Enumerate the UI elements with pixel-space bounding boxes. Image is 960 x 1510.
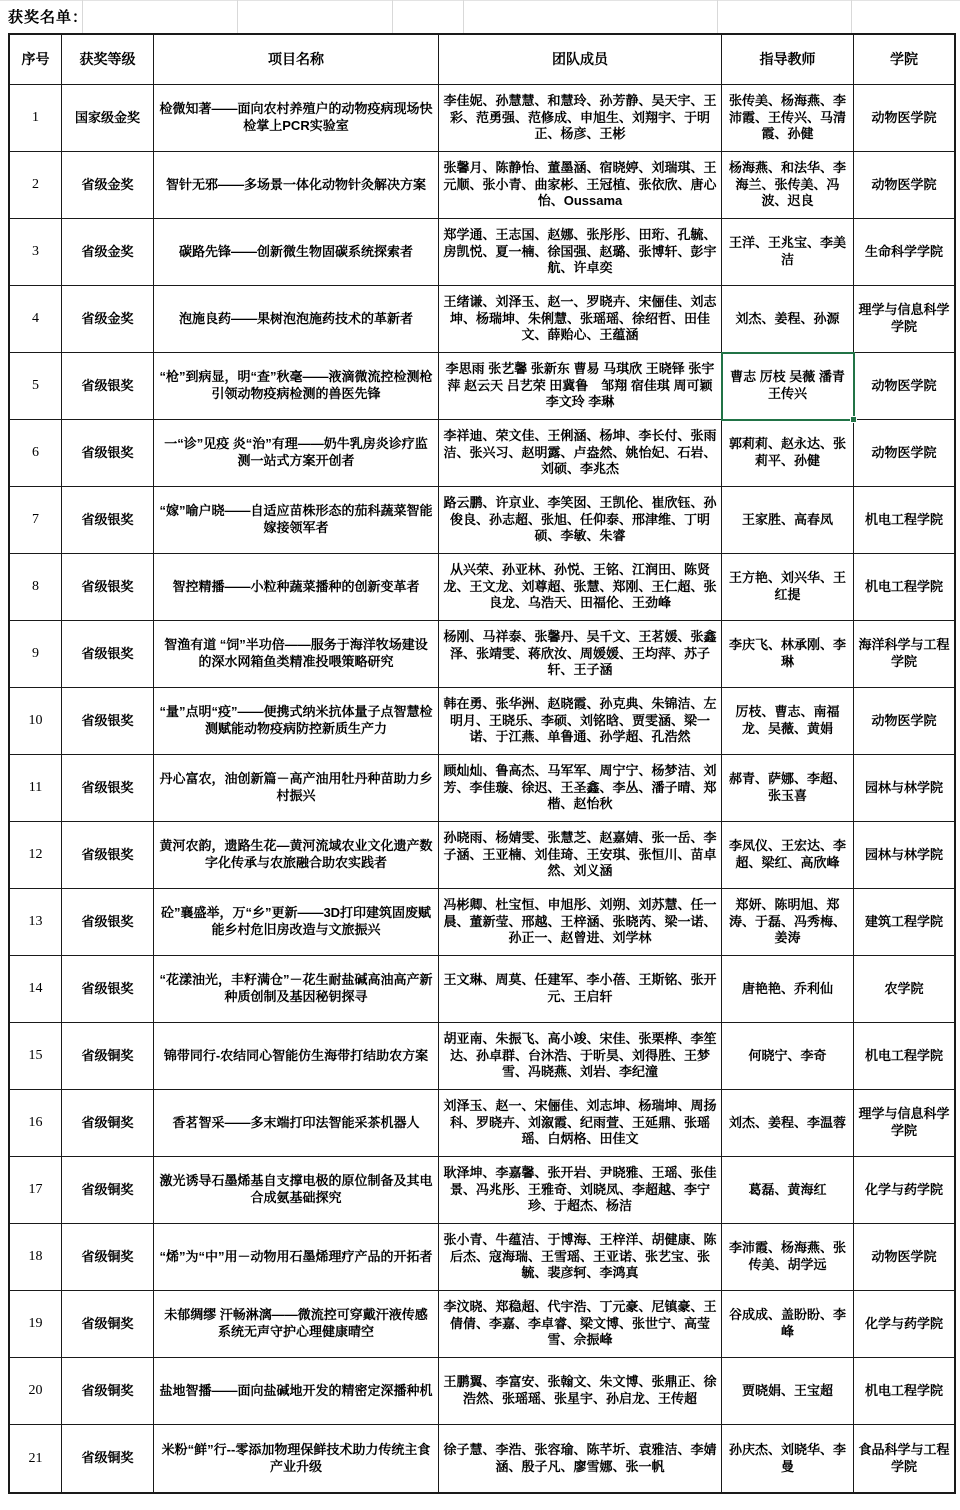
cell-award-level[interactable]: 省级银奖 <box>62 420 154 487</box>
cell-advisors[interactable]: 李沛霞、杨海燕、张传美、胡学远 <box>722 1224 854 1291</box>
cell-advisors[interactable]: 何晓宁、李奇 <box>722 1023 854 1090</box>
cell-college[interactable]: 机电工程学院 <box>854 554 954 621</box>
column-header-project[interactable]: 项目名称 <box>154 35 439 85</box>
cell-project-name[interactable]: 未郁绸缪 汗畅淋漓——微流控可穿戴汗液传感系统无声守护心理健康晴空 <box>154 1291 439 1358</box>
cell-serial-number[interactable]: 14 <box>10 956 62 1023</box>
cell-college[interactable]: 海洋科学与工程学院 <box>854 621 954 688</box>
cell-serial-number[interactable]: 8 <box>10 554 62 621</box>
cell-serial-number[interactable]: 2 <box>10 152 62 219</box>
cell-advisors[interactable]: 王家胜、高春凤 <box>722 487 854 554</box>
cell-serial-number[interactable]: 6 <box>10 420 62 487</box>
column-header-advisors[interactable]: 指导教师 <box>722 35 854 85</box>
cell-project-name[interactable]: “枪”到病显，明“查”秋毫——液滴微流控检测枪引领动物疫病检测的兽医先锋 <box>154 353 439 420</box>
sheet-gridline <box>463 0 464 33</box>
table-row <box>10 755 954 822</box>
cell-project-name[interactable]: “花漾油光，丰籽满仓”－花生耐盐碱高油高产新种质创制及基因秘钥探寻 <box>154 956 439 1023</box>
cell-team-members[interactable]: 路云鹏、许京业、李笑囡、王凯伦、崔欣钰、孙俊良、孙志超、张旭、任仰泰、邢津维、丁明硕、李敏、朱睿 <box>439 487 722 554</box>
cell-award-level[interactable]: 省级银奖 <box>62 554 154 621</box>
table-row <box>10 1224 954 1291</box>
cell-advisors[interactable]: 王方艳、刘兴华、王红提 <box>722 554 854 621</box>
table-row <box>10 1157 954 1224</box>
cell-college[interactable]: 理学与信息科学学院 <box>854 1090 954 1157</box>
cell-award-level[interactable]: 省级金奖 <box>62 219 154 286</box>
cell-project-name[interactable]: 智渔有道 “饲”半功倍——服务于海洋牧场建设的深水网箱鱼类精准投喂策略研究 <box>154 621 439 688</box>
cell-team-members[interactable]: 杨刚、马祥泰、张馨丹、吴千文、王茗媛、张鑫泽、张靖雯、蒋欣汝、周媛媛、王均萍、苏子轩、王子涵 <box>439 621 722 688</box>
cell-advisors[interactable]: 王洋、王兆宝、李美洁 <box>722 219 854 286</box>
cell-college[interactable]: 食品科学与工程学院 <box>858 1441 950 1474</box>
cell-college[interactable]: 机电工程学院 <box>854 1358 954 1425</box>
cell-college[interactable]: 动物医学院 <box>854 688 954 755</box>
cell-team-members[interactable]: 孙晓雨、杨婧雯、张慧芝、赵嘉婧、张一岳、李子涵、王亚楠、刘佳琦、王安琪、张恒川、苗卓然、刘义涵 <box>439 822 722 889</box>
table-body <box>10 85 954 1492</box>
cell-project-name[interactable]: 一“诊”见疫 炎“治”有理——奶牛乳房炎诊疗监测一站式方案开创者 <box>154 420 439 487</box>
cell-advisors[interactable]: 刘杰、姜程、李温蓉 <box>722 1090 854 1157</box>
cell-serial-number[interactable]: 17 <box>10 1157 62 1224</box>
cell-advisors[interactable]: 李庆飞、林承刚、李琳 <box>722 621 854 688</box>
cell-college[interactable]: 生命科学学院 <box>854 219 954 286</box>
cell-serial-number[interactable]: 13 <box>10 889 62 956</box>
awards-table <box>8 33 956 1494</box>
cell-advisors[interactable]: 葛磊、黄海红 <box>722 1157 854 1224</box>
cell-project-name[interactable]: 激光诱导石墨烯基自支撑电极的原位制备及其电合成氨基础探究 <box>154 1157 439 1224</box>
sheet-gridline <box>392 0 393 33</box>
cell-serial-number[interactable]: 7 <box>10 487 62 554</box>
cell-advisors[interactable]: 李凤仪、王宏达、李超、梁红、高欣峰 <box>722 822 854 889</box>
cell-team-members[interactable]: 李思雨 张艺馨 张新东 曹易 马琪欣 王晓铎 张宇萍 赵云天 吕艺荣 田冀鲁 邹翔 宿佳琪 周可颖 李文玲 李琳 <box>439 353 722 420</box>
cell-team-members[interactable]: 郑学通、王志国、赵娜、张彤彤、田珩、孔毓、房凯悦、夏一楠、徐国强、赵璐、张博轩、彭宇航、许卓奕 <box>439 219 722 286</box>
table-row <box>10 286 954 353</box>
fill-handle[interactable] <box>850 416 857 423</box>
cell-award-level[interactable]: 省级铜奖 <box>62 1157 154 1224</box>
table-header-row <box>10 35 954 85</box>
cell-serial-number[interactable]: 10 <box>10 688 62 755</box>
cell-award-level[interactable]: 省级银奖 <box>62 353 154 420</box>
sheet-gridline <box>851 0 852 33</box>
cell-college[interactable]: 动物医学院 <box>854 85 954 152</box>
cell-team-members[interactable]: 王鹏翼、李富安、张翰文、朱文博、张鼎正、徐浩然、张瑶瑶、张星宇、孙启龙、王传超 <box>439 1358 722 1425</box>
cell-advisors[interactable]: 曹志 厉枝 吴薇 潘青 王传兴 <box>722 353 854 420</box>
cell-college[interactable]: 园林与林学院 <box>854 822 954 889</box>
cell-serial-number[interactable]: 11 <box>10 755 62 822</box>
cell-college[interactable]: 动物医学院 <box>854 420 954 487</box>
table-row <box>10 1358 954 1425</box>
table-row <box>10 85 954 152</box>
cell-award-level[interactable]: 省级银奖 <box>62 621 154 688</box>
cell-college[interactable]: 园林与林学院 <box>854 755 954 822</box>
cell-team-members[interactable]: 王绪谦、刘泽玉、赵一、罗晓卉、宋俪佳、刘志坤、杨瑞坤、朱俐慧、张瑶瑶、徐绍哲、田佳文、薛贻心、王蕴涵 <box>439 286 722 353</box>
cell-project-name[interactable]: 检微知著——面向农村养殖户的动物疫病现场快检掌上PCR实验室 <box>154 85 439 152</box>
cell-serial-number[interactable]: 21 <box>10 1425 62 1492</box>
cell-serial-number[interactable]: 15 <box>10 1023 62 1090</box>
cell-advisors[interactable]: 郑妍、陈明旭、郑涛、于磊、冯秀梅、姜涛 <box>722 889 854 956</box>
cell-college[interactable]: 机电工程学院 <box>854 487 954 554</box>
cell-award-level[interactable]: 省级银奖 <box>62 889 154 956</box>
column-header-members[interactable]: 团队成员 <box>439 35 722 85</box>
cell-serial-number[interactable]: 12 <box>10 822 62 889</box>
cell-project-name[interactable]: 砼”襄盛举，万“乡”更新——3D打印建筑固废赋能乡村危旧房改造与文旅振兴 <box>154 889 439 956</box>
table-row <box>10 1023 954 1090</box>
cell-project-name[interactable]: 米粉“鲜”行--零添加物理保鲜技术助力传统主食产业升级 <box>154 1425 439 1492</box>
column-header-level[interactable]: 获奖等级 <box>62 35 154 85</box>
cell-college[interactable]: 化学与药学院 <box>854 1157 954 1224</box>
cell-serial-number[interactable]: 4 <box>10 286 62 353</box>
cell-project-name[interactable]: 泡施良药——果树泡泡施药技术的革新者 <box>154 286 439 353</box>
cell-serial-number[interactable]: 19 <box>10 1291 62 1358</box>
cell-advisors[interactable]: 杨海燕、和法华、李海兰、张传美、冯波、迟良 <box>722 152 854 219</box>
cell-award-level[interactable]: 省级金奖 <box>62 152 154 219</box>
cell-advisors[interactable]: 郝青、萨娜、李超、张玉喜 <box>722 755 854 822</box>
cell-award-level[interactable]: 省级银奖 <box>62 822 154 889</box>
cell-team-members[interactable]: 徐子慧、李浩、张容瑜、陈芊圻、袁雅洁、李婧涵、殷子凡、廖雪娜、张一帆 <box>439 1425 722 1492</box>
cell-award-level[interactable]: 省级金奖 <box>62 286 154 353</box>
column-header-college[interactable]: 学院 <box>854 35 954 85</box>
table-row <box>10 956 954 1023</box>
cell-project-name[interactable]: “嫁”喻户晓——自适应苗株形态的茄科蔬菜智能嫁接领军者 <box>154 487 439 554</box>
table-row <box>10 152 954 219</box>
cell-college[interactable]: 动物医学院 <box>854 152 954 219</box>
table-row <box>10 1425 954 1492</box>
cell-project-name[interactable]: 黄河农韵，遗路生花—黄河流域农业文化遗产数字化传承与农旅融合助农实践者 <box>154 822 439 889</box>
table-row <box>10 1291 954 1358</box>
cell-team-members[interactable]: 刘泽玉、赵一、宋俪佳、刘志坤、杨瑞坤、周扬科、罗晓卉、刘溆霞、纪雨萱、王延鼎、张瑶瑶、白炳格、田佳文 <box>439 1090 722 1157</box>
cell-serial-number[interactable]: 9 <box>10 621 62 688</box>
cell-team-members[interactable]: 李佳妮、孙慧慧、和慧玲、孙芳静、吴天宇、王彩、范勇强、范修成、申旭生、刘翔宇、于明正、杨彦、王彬 <box>439 85 722 152</box>
cell-advisors[interactable]: 贾晓娟、王宝超 <box>722 1358 854 1425</box>
cell-award-level[interactable]: 省级铜奖 <box>62 1291 154 1358</box>
table-row <box>10 621 954 688</box>
cell-college[interactable]: 理学与信息科学学院 <box>854 286 954 353</box>
sheet-gridline <box>717 0 718 33</box>
cell-award-level[interactable]: 省级铜奖 <box>62 1425 154 1492</box>
table-row <box>10 1090 954 1157</box>
cell-award-level[interactable]: 省级铜奖 <box>62 1224 154 1291</box>
cell-college[interactable]: 动物医学院 <box>854 1224 954 1291</box>
column-header-no[interactable]: 序号 <box>10 35 62 85</box>
cell-project-name[interactable]: 香茗智采——多末端打印法智能采茶机器人 <box>154 1090 439 1157</box>
cell-team-members[interactable]: 冯彬卿、杜宝恒、申旭彤、刘朔、刘苏慧、任一晨、董新莹、邢越、王梓涵、张晓芮、梁一诺、孙正一、赵曾进、刘学林 <box>439 889 722 956</box>
cell-advisors[interactable]: 郭莉莉、赵永达、张莉平、孙健 <box>722 420 854 487</box>
sheet-gridline <box>0 0 960 1</box>
page-title[interactable]: 获奖名单： <box>8 8 89 26</box>
cell-award-level[interactable]: 省级银奖 <box>62 688 154 755</box>
sheet-gridline <box>237 0 238 33</box>
cell-team-members[interactable]: 耿泽坤、李嘉馨、张开岩、尹晓雅、王瑶、张佳景、冯兆彤、王雅奇、刘晓凤、李超越、李宁珍、于超杰、杨洁 <box>439 1157 722 1224</box>
cell-college[interactable]: 农学院 <box>854 956 954 1023</box>
cell-team-members[interactable]: 李汶晓、郑稳超、代宇浩、丁元豪、尼镇豪、王倩倩、李嘉、李卓睿、梁文博、张世宁、高莹雪、佘振峰 <box>439 1291 722 1358</box>
cell-advisors[interactable]: 孙庆杰、刘晓华、李曼 <box>722 1425 854 1492</box>
table-row <box>10 822 954 889</box>
table-row <box>10 219 954 286</box>
cell-project-name[interactable]: 智控精播——小粒种蔬菜播种的创新变革者 <box>154 554 439 621</box>
cell-advisors[interactable]: 厉枝、曹志、南福龙、吴薇、黄娟 <box>722 688 854 755</box>
cell-award-level[interactable]: 省级铜奖 <box>62 1023 154 1090</box>
cell-team-members[interactable]: 王文琳、周莫、任建军、李小蓓、王斯铭、张开元、王启轩 <box>439 956 722 1023</box>
cell-project-name[interactable]: 锦带同行-农结同心智能仿生海带打结助农方案 <box>154 1023 439 1090</box>
cell-serial-number[interactable]: 20 <box>10 1358 62 1425</box>
cell-college[interactable]: 动物医学院 <box>854 353 954 420</box>
cell-serial-number[interactable]: 16 <box>10 1090 62 1157</box>
cell-project-name[interactable]: “烯”为“中”用－动物用石墨烯理疗产品的开拓者 <box>154 1224 439 1291</box>
cell-college[interactable]: 建筑工程学院 <box>854 889 954 956</box>
table-row <box>10 487 954 554</box>
cell-award-level[interactable]: 省级银奖 <box>62 755 154 822</box>
cell-college[interactable]: 机电工程学院 <box>854 1023 954 1090</box>
cell-team-members[interactable]: 韩在勇、张华洲、赵晓霞、孙克典、朱锦洁、左明月、王晓乐、李硕、刘铭晗、贾雯涵、梁一诺、于江燕、单鲁通、孙学超、孔浩然 <box>439 688 722 755</box>
table-row <box>10 554 954 621</box>
table-row <box>10 889 954 956</box>
cell-team-members[interactable]: 李祥迪、荣文佳、王俐涵、杨坤、李长付、张雨洁、张兴习、赵明露、卢盎然、姚怡妃、石岩、刘硕、李兆杰 <box>439 420 722 487</box>
table-row <box>10 688 954 755</box>
cell-award-level[interactable]: 省级银奖 <box>62 487 154 554</box>
table-row <box>10 420 954 487</box>
cell-team-members[interactable]: 从兴荣、孙亚林、孙悦、王铭、江润田、陈贤龙、王文龙、刘尊超、张慧、郑刚、王仁超、张良龙、乌浩天、田福伦、王劲峰 <box>439 554 722 621</box>
cell-award-level[interactable]: 省级铜奖 <box>62 1358 154 1425</box>
cell-serial-number[interactable]: 1 <box>10 85 62 152</box>
cell-advisors[interactable]: 谷成成、盖盼盼、李峰 <box>722 1291 854 1358</box>
cell-project-name[interactable]: “量”点明“疫”——便携式纳米抗体量子点智慧检测赋能动物疫病防控新质生产力 <box>154 688 439 755</box>
cell-serial-number[interactable]: 5 <box>10 353 62 420</box>
cell-team-members[interactable]: 顾灿灿、鲁高杰、马军军、周宁宁、杨梦洁、刘芳、李佳璇、徐迟、王圣鑫、李丛、潘子晴、郑楷、赵怡秋 <box>439 755 722 822</box>
cell-project-name[interactable]: 智针无邪——多场景一体化动物针灸解决方案 <box>154 152 439 219</box>
cell-advisors[interactable]: 张传美、杨海燕、李沛霞、王传兴、马清霞、孙健 <box>722 85 854 152</box>
cell-advisors[interactable]: 唐艳艳、乔利仙 <box>722 956 854 1023</box>
cell-project-name[interactable]: 碳路先锋——创新微生物固碳系统探索者 <box>154 219 439 286</box>
cell-serial-number[interactable]: 3 <box>10 219 62 286</box>
cell-college[interactable]: 化学与药学院 <box>854 1291 954 1358</box>
table-row <box>10 353 954 420</box>
cell-serial-number[interactable]: 18 <box>10 1224 62 1291</box>
cell-project-name[interactable]: 丹心富农，油创新篇－高产油用牡丹种苗助力乡村振兴 <box>154 755 439 822</box>
cell-team-members[interactable]: 张馨月、陈静怡、董墨涵、宿晓婷、刘瑞琪、王元顺、张小青、曲家彬、王冠植、张依欣、唐心怡、Oussama <box>439 152 722 219</box>
cell-award-level[interactable]: 省级银奖 <box>62 956 154 1023</box>
cell-team-members[interactable]: 张小青、牛蕴洁、于博海、王梓洋、胡健康、陈后杰、寇海瑞、王雪瑶、王亚诺、张艺宝、张毓、裴彦轲、李鸿真 <box>439 1224 722 1291</box>
cell-project-name[interactable]: 盐地智播——面向盐碱地开发的精密定深播种机 <box>154 1358 439 1425</box>
cell-team-members[interactable]: 胡亚南、朱振飞、高小竣、宋佳、张栗桦、李笙达、孙卓群、台沐浩、于昕昊、刘得胜、王梦雪、冯晓燕、刘岩、李纪潼 <box>439 1023 722 1090</box>
cell-advisors[interactable]: 刘杰、姜程、孙源 <box>722 286 854 353</box>
cell-award-level[interactable]: 国家级金奖 <box>62 85 154 152</box>
cell-award-level[interactable]: 省级铜奖 <box>62 1090 154 1157</box>
